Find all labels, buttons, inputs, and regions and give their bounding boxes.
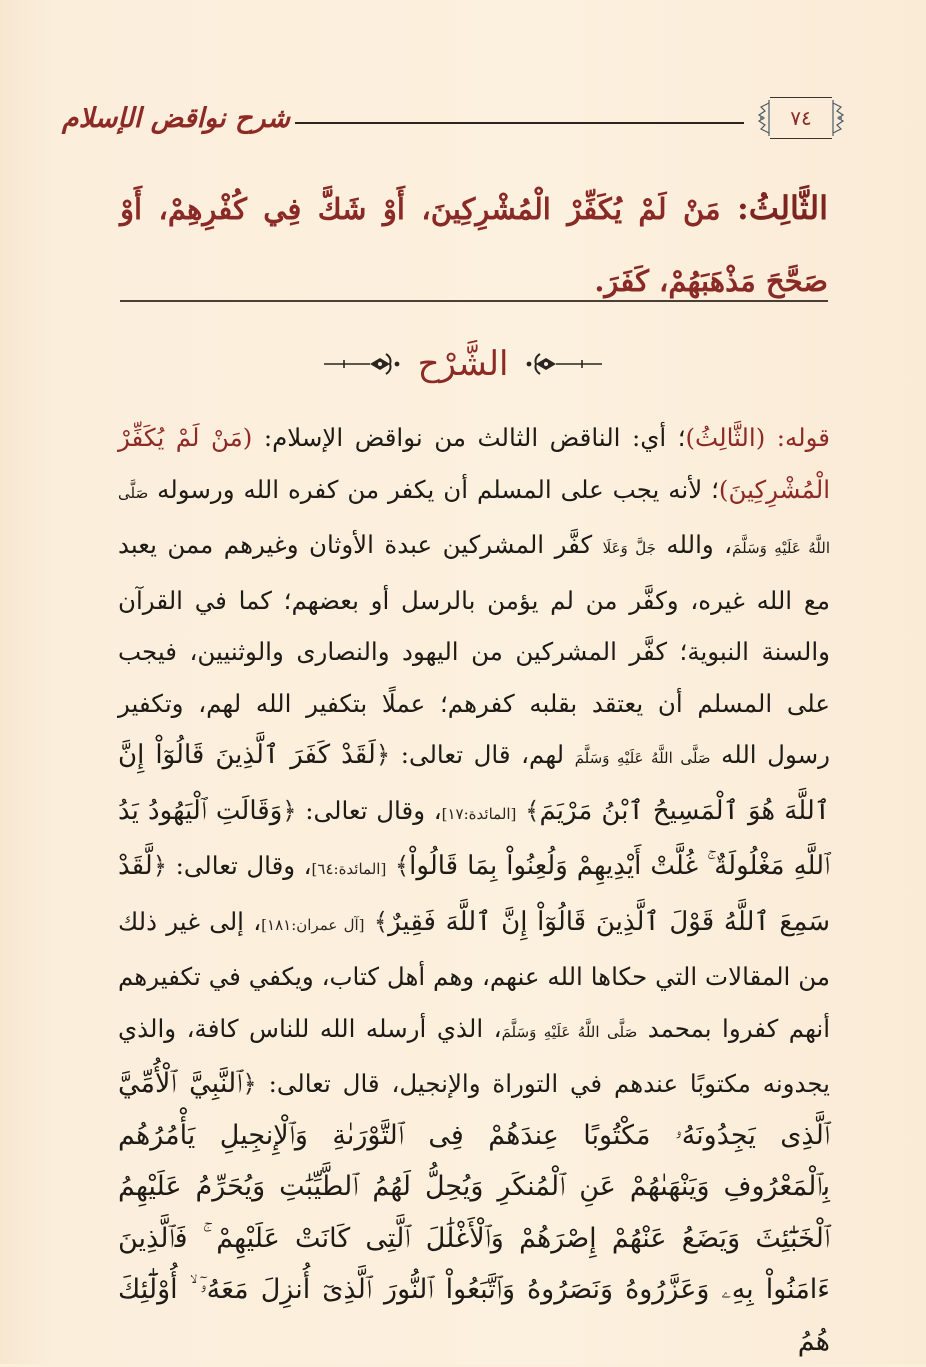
section-heading — [0, 336, 926, 392]
text-run: ؛ أي: الناقض الثالث من نواقض الإسلام: — [252, 423, 686, 452]
commentary-text — [118, 412, 830, 1367]
verse-reference: [المائدة:٦٤] — [311, 860, 387, 878]
running-header — [61, 92, 858, 150]
quran-bracket-close: ﴾ — [525, 795, 540, 825]
quran-bracket-open: ﴿ — [282, 795, 297, 825]
section-divider — [120, 300, 828, 302]
matn-body: مَنْ لَمْ يُكَفِّرْ الْمُشْرِكِينَ، أَوْ شَكَّ فِي كُفْرِهِمْ، أَوْ صَحَّحَ مَذْهَبَهُمْ، كَفَرَ. — [120, 192, 828, 298]
matn-lead: الثَّالِثُ: — [736, 189, 828, 227]
text-run: ، إلى غير ذلك من المقالات التي حكاها الله عنهم، وهم أهل كتاب، ويكفي في تكفيرهم أنهم كفروا بمحمد — [118, 906, 830, 1043]
honorific-jalla: جَلَّ وَعَلَا — [602, 539, 656, 557]
commentary-paragraph — [118, 412, 830, 1367]
quran-verse: لَقَدْ كَفَرَ ٱلَّذِينَ قَالُوٓاْ إِنَّ ٱللَّهَ هُوَ ٱلْمَسِيحُ ٱبْنُ مَرْيَمَ — [118, 740, 830, 826]
text-run: كفَّر المشركين عبدة الأوثان وغيرهم ممن يعبد مع الله غيره، وكفَّر من لم يؤمن بالرسل أو بعضهم؛ كما في القرآن والسنة النبوية؛ كفَّر المشركين من اليهود والنصارى والوثنيين، فيجب على المسلم أن يعتقد بقلبه كفرهم؛ عملًا بتكفير الله لهم، وتكفير رسول الله — [118, 530, 831, 769]
quran-bracket-open: ﴿ — [242, 1069, 257, 1098]
section-title: الشَّرْح — [417, 344, 509, 384]
quran-bracket-close: ﴾ — [373, 906, 389, 936]
text-run: لهم، قال تعالى: — [390, 740, 575, 769]
verse-reference: [آل عمران:١٨١] — [261, 915, 365, 934]
honorific-saw: صَلَّى اللَّهُ عَلَيْهِ وَسَلَّمَ — [501, 1022, 638, 1041]
quran-bracket-open: ﴿ — [152, 851, 168, 880]
page-number-frame — [756, 97, 846, 139]
page-number: ٧٤ — [790, 106, 812, 130]
text-run: ، وقال تعالى: — [296, 795, 442, 825]
quran-bracket-close: ﴾ — [394, 851, 410, 880]
matn-text — [120, 172, 828, 317]
quran-verse: وَقَالَتِ ٱلْيَهُودُ يَدُ ٱللَّهِ مَغْلُولَةٌ ۚ غُلَّتْ أَيْدِيهِمْ وَلُعِنُواْ بِمَا قَالُواْ — [118, 795, 830, 881]
qawluhu-label: قوله: — [765, 423, 830, 452]
text-run: ، وقال تعالى: — [167, 851, 312, 880]
matn-quote: (الثَّالِثُ) — [685, 423, 766, 452]
matn-quote: (مَنْ لَمْ يُكَفِّرْ الْمُشْرِكِينَ) — [118, 423, 830, 504]
text-run: ، والله — [655, 530, 733, 559]
header-rule — [295, 122, 744, 124]
honorific-saw: صَلَّى اللَّهُ عَلَيْهِ وَسَلَّمَ — [118, 483, 830, 557]
text-run: ، الذي أرسله الله للناس كافة، والذي يجدونه مكتوبًا عندهم في التوراة والإنجيل، قال تعالى: — [118, 1013, 830, 1098]
quran-bracket-open: ﴿ — [375, 740, 391, 769]
honorific-saw: صَلَّى اللَّهُ عَلَيْهِ وَسَلَّمَ — [574, 749, 711, 767]
fleuron-right-icon — [522, 349, 602, 379]
quran-verse: لَّقَدْ سَمِعَ ٱللَّهُ قَوْلَ ٱلَّذِينَ قَالُوٓاْ إِنَّ ٱللَّهَ فَقِيرٌ — [118, 851, 831, 937]
fleuron-left-icon — [324, 349, 404, 379]
book-title-calligraphy: شرح نواقض الإسلام — [61, 103, 290, 134]
quran-verse: ٱلنَّبِيَّ ٱلْأُمِّيَّ ٱلَّذِى يَجِدُونَهُۥ مَكْتُوبًا عِندَهُمْ فِى ٱلتَّوْرَىٰةِ وَٱلْإِنجِيلِ يَأْمُرُهُم بِٱلْمَعْرُوفِ وَيَنْهَىٰهُمْ عَنِ ٱلْمُنكَرِ وَيُحِلُّ لَهُمُ ٱلطَّيِّبَٰتِ وَيُحَرِّمُ عَلَيْهِمُ ٱلْخَبَٰٓئِثَ وَيَضَعُ عَنْهُمْ إِصْرَهُمْ وَٱلْأَغْلَٰلَ ٱلَّتِى كَانَتْ عَلَيْهِمْ ۚ فَٱلَّذِينَ ءَامَنُواْ بِهِۦ وَعَزَّرُوهُ وَنَصَرُوهُ وَٱتَّبَعُواْ ٱلنُّورَ ٱلَّذِىٓ أُنزِلَ مَعَهُۥٓ ۙ أُوْلَٰٓئِكَ هُمُ — [118, 1068, 830, 1357]
verse-reference: [المائدة:١٧] — [441, 804, 517, 823]
text-run: ؛ لأنه يجب على المسلم أن يكفر من كفره الله ورسوله — [148, 474, 719, 504]
